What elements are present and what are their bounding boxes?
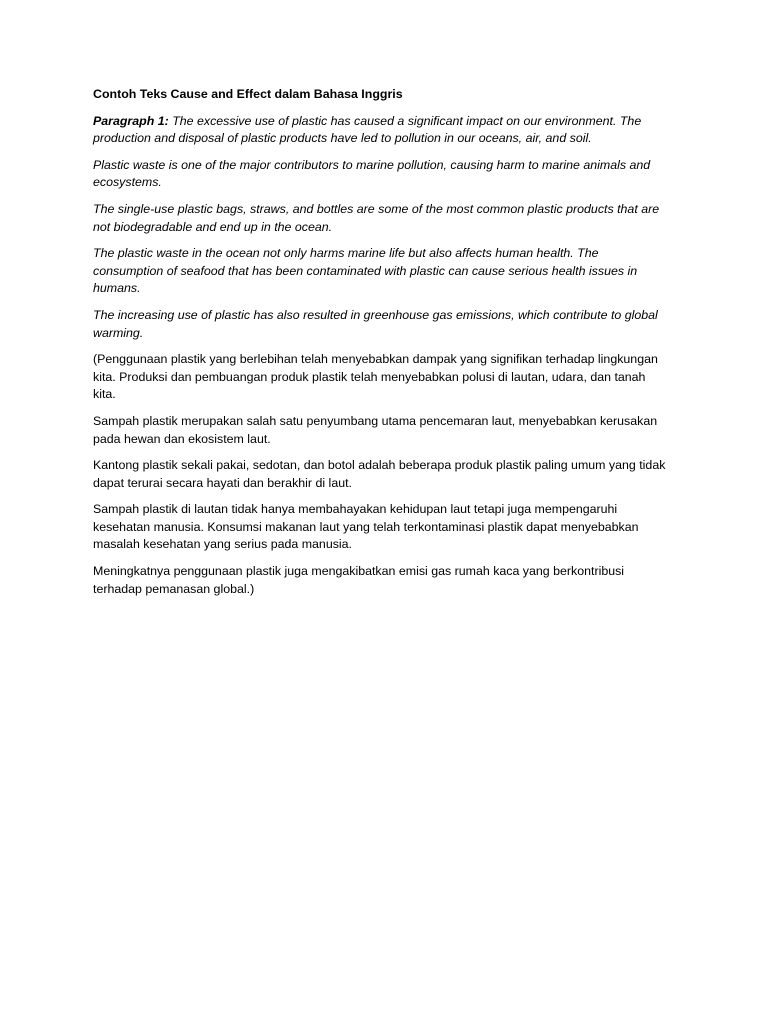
- english-paragraph-2: Plastic waste is one of the major contributors to marine pollution, causing harm to marine animals and ecosystems.: [93, 157, 651, 190]
- english-paragraph-5: The increasing use of plastic has also resulted in greenhouse gas emissions, which contribute to global warming.: [93, 307, 658, 340]
- indonesian-paragraph-2: Sampah plastik merupakan salah satu penyumbang utama pencemaran laut, menyebabkan kerusakan pada hewan dan ekosistem laut.: [93, 413, 658, 446]
- indonesian-paragraph-3: Kantong plastik sekali pakai, sedotan, dan botol adalah beberapa produk plastik paling umum yang tidak dapat terurai secara hayati dan berakhir di laut.: [93, 458, 666, 490]
- document-page: [93, 86, 668, 607]
- english-paragraph-4: The plastic waste in the ocean not only harms marine life but also affects human health. The consumption of seafood that has been contaminated with plastic can cause serious health issues in humans.: [93, 246, 638, 296]
- paragraph-label: Paragraph 1:: [93, 113, 169, 128]
- indonesian-paragraph-5: Meningkatnya penggunaan plastik juga mengakibatkan emisi gas rumah kaca yang berkontribusi terhadap pemanasan global.): [93, 564, 625, 596]
- english-paragraph-3: The single-use plastic bags, straws, and bottles are some of the most common plastic products that are not biodegradable and end up in the ocean.: [93, 201, 660, 234]
- indonesian-paragraph-4: Sampah plastik di lautan tidak hanya membahayakan kehidupan laut tetapi juga mempengaruhi kesehatan manusia. Konsumsi makanan laut yang telah terkontaminasi plastik dapat menyebabkan masalah kesehatan yang serius pada manusia.: [93, 502, 639, 552]
- english-paragraph-1-text: The excessive use of plastic has caused a significant impact on our environment. The production and disposal of plastic products have led to pollution in our oceans, air, and soil.: [93, 113, 642, 146]
- english-paragraph-1: [93, 113, 668, 148]
- document-title: Contoh Teks Cause and Effect dalam Bahasa Inggris: [93, 87, 403, 101]
- indonesian-paragraph-1: (Penggunaan plastik yang berlebihan telah menyebabkan dampak yang signifikan terhadap lingkungan kita. Produksi dan pembuangan produk plastik telah menyebabkan polusi di lautan, udara, dan tanah kita.: [93, 352, 658, 402]
